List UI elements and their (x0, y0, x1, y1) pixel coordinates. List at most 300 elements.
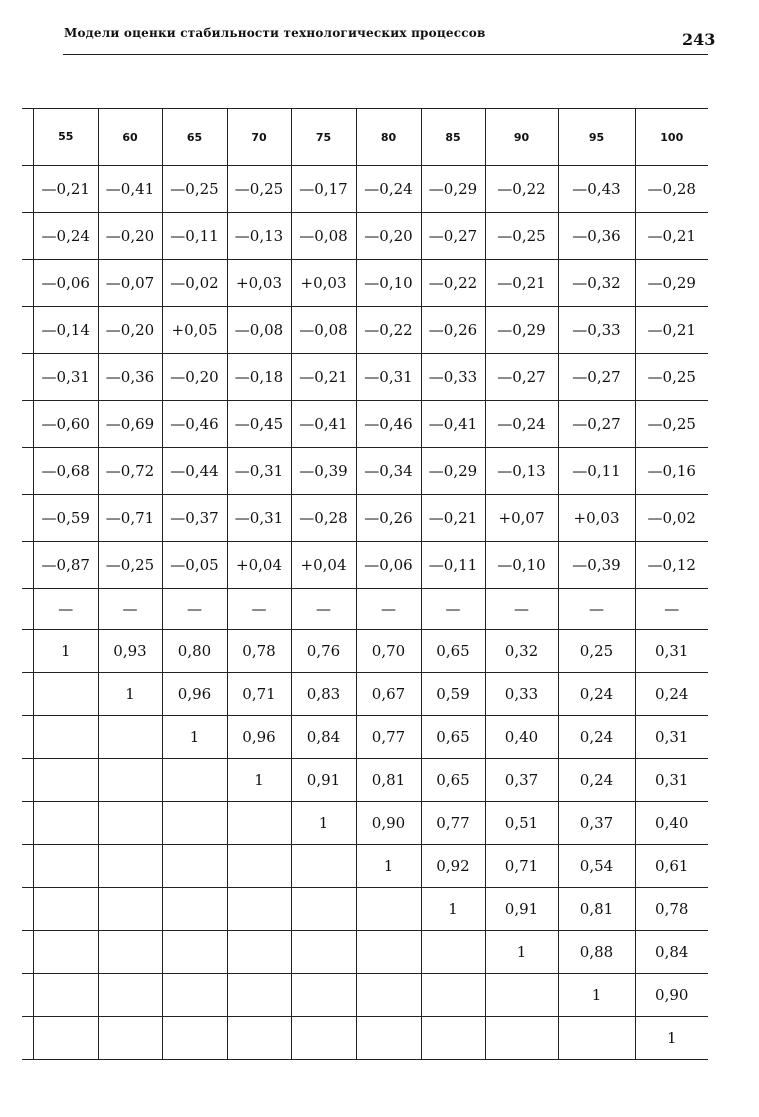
cell-text: 0,90 (371, 814, 406, 832)
cell-text: —0,21 (428, 509, 478, 527)
cell-text: —0,25 (647, 415, 696, 433)
table-cell (98, 307, 162, 354)
cell-text: 0,54 (579, 857, 614, 875)
cell-text: —0,20 (170, 368, 219, 386)
cell-text: 1 (254, 771, 264, 789)
cell-text: 0,96 (177, 685, 212, 703)
table-cell (558, 401, 635, 448)
cell-text (33, 759, 98, 801)
table-cell (98, 673, 162, 716)
table-cell (558, 716, 635, 759)
table-cell (635, 307, 708, 354)
cell-text: +0,07 (498, 509, 545, 527)
table-cell (356, 109, 421, 166)
table-cell (162, 495, 227, 542)
table-cell (635, 673, 708, 716)
table-cell (485, 448, 558, 495)
cell-text: 0,83 (306, 685, 341, 703)
table-cell (162, 802, 227, 845)
cell-text: —0,68 (33, 448, 98, 494)
cell-text: 1 (516, 943, 527, 961)
table-cell (421, 495, 485, 542)
table-cell (22, 888, 98, 931)
table-cell (291, 716, 356, 759)
cell-text: —0,36 (105, 368, 155, 386)
table-cell (635, 589, 708, 630)
cell-text: 0,51 (504, 814, 539, 832)
table-cell (291, 589, 356, 630)
cell-text: +0,03 (573, 509, 620, 527)
table-cell (635, 401, 708, 448)
table-cell (635, 974, 708, 1017)
table-cell (485, 354, 558, 401)
cell-text: —0,41 (105, 180, 155, 198)
table-cell (22, 401, 98, 448)
cell-text: +0,03 (236, 274, 282, 292)
cell-text: —0,31 (33, 354, 98, 400)
table-cell (421, 974, 485, 1017)
table-row (22, 673, 708, 716)
table-cell (558, 1017, 635, 1060)
cell-text (33, 716, 98, 758)
table-cell (635, 716, 708, 759)
table-cell (558, 495, 635, 542)
table-cell (98, 260, 162, 307)
cell-text: —0,32 (572, 274, 621, 292)
table-cell (558, 213, 635, 260)
cell-text: 0,24 (579, 685, 614, 703)
table-cell (558, 802, 635, 845)
table-cell (635, 542, 708, 589)
table-cell (22, 448, 98, 495)
cell-text: —0,06 (364, 556, 413, 574)
table-cell (421, 630, 485, 673)
cell-text: —0,18 (234, 368, 284, 386)
cell-text: 90 (513, 130, 530, 144)
cell-text: —0,25 (105, 556, 155, 574)
cell-text: +0,03 (300, 274, 347, 292)
table-cell (22, 260, 98, 307)
table-cell (227, 109, 291, 166)
table-cell (635, 166, 708, 213)
table-cell (162, 166, 227, 213)
table-cell (291, 802, 356, 845)
cell-text (33, 802, 98, 844)
cell-text: 0,77 (371, 728, 406, 746)
table-cell (558, 630, 635, 673)
cell-text: 1 (318, 814, 329, 832)
cell-text: —0,11 (170, 227, 219, 245)
table-cell (227, 673, 291, 716)
table-cell (356, 845, 421, 888)
cell-text: —0,27 (428, 227, 478, 245)
table-cell (356, 495, 421, 542)
table-cell (421, 542, 485, 589)
cell-text: 0,93 (113, 642, 147, 660)
cell-text: —0,24 (497, 415, 546, 433)
table-cell (162, 589, 227, 630)
cell-text: 0,33 (504, 685, 539, 703)
table-cell (162, 109, 227, 166)
table-cell (22, 845, 98, 888)
cell-text (33, 974, 98, 1016)
table-cell (291, 845, 356, 888)
table-cell (558, 260, 635, 307)
cell-text: —0,72 (105, 462, 155, 480)
table-cell (162, 354, 227, 401)
cell-text: —0,16 (647, 462, 696, 480)
table-row (22, 542, 708, 589)
cell-text (33, 1017, 98, 1059)
table-cell (291, 974, 356, 1017)
table-cell (356, 213, 421, 260)
cell-text (33, 845, 98, 887)
cell-text: —0,24 (33, 213, 98, 259)
table-cell (485, 589, 558, 630)
table-cell (98, 542, 162, 589)
table-cell (227, 448, 291, 495)
table-cell (356, 401, 421, 448)
cell-text: —0,31 (234, 462, 284, 480)
cell-text: 100 (660, 130, 684, 144)
cell-text: —0,24 (364, 180, 413, 198)
table-cell (227, 802, 291, 845)
cell-text: — (122, 600, 138, 618)
cell-text: —0,28 (299, 509, 348, 527)
table-cell (485, 542, 558, 589)
table-row (22, 931, 708, 974)
cell-text: 0,76 (306, 642, 341, 660)
table-cell (227, 354, 291, 401)
cell-text: —0,25 (170, 180, 219, 198)
table-cell (291, 213, 356, 260)
cell-text: —0,22 (428, 274, 478, 292)
table-row (22, 845, 708, 888)
table-cell (22, 759, 98, 802)
table-cell (421, 448, 485, 495)
cell-text: —0,13 (234, 227, 284, 245)
table-cell (98, 888, 162, 931)
cell-text: 0,65 (436, 771, 470, 789)
table-cell (558, 166, 635, 213)
running-head: Модели оценки стабильности технологических процессов (64, 26, 486, 40)
cell-text: —0,22 (364, 321, 413, 339)
cell-text: —0,39 (299, 462, 348, 480)
cell-text: 0,71 (242, 685, 276, 703)
cell-text: 0,92 (436, 857, 470, 875)
cell-text: —0,02 (647, 509, 696, 527)
table-cell (558, 307, 635, 354)
table-row (22, 354, 708, 401)
table-cell (356, 716, 421, 759)
table-cell (162, 1017, 227, 1060)
table-cell (22, 716, 98, 759)
cell-text (33, 888, 98, 930)
table-cell (558, 354, 635, 401)
table-row (22, 495, 708, 542)
table-cell (485, 759, 558, 802)
table-cell (227, 845, 291, 888)
cell-text: — (33, 589, 98, 629)
cell-text: —0,37 (170, 509, 219, 527)
table-cell (558, 542, 635, 589)
table-cell (162, 307, 227, 354)
cell-text (33, 673, 98, 715)
cell-text: —0,29 (497, 321, 546, 339)
table-cell (558, 931, 635, 974)
table-cell (22, 354, 98, 401)
cell-text: 70 (251, 130, 267, 144)
table-cell (227, 888, 291, 931)
table-cell (291, 354, 356, 401)
cell-text: 0,24 (579, 771, 614, 789)
cell-text: —0,26 (364, 509, 413, 527)
table-cell (22, 630, 98, 673)
table-cell (291, 401, 356, 448)
table-cell (558, 109, 635, 166)
table-cell (558, 759, 635, 802)
cell-text: —0,34 (364, 462, 413, 480)
cell-text: — (589, 600, 604, 618)
table-cell (162, 845, 227, 888)
table-row (22, 802, 708, 845)
cell-text: — (514, 600, 529, 618)
cell-text: —0,08 (299, 227, 348, 245)
table-cell (291, 109, 356, 166)
table-cell (291, 1017, 356, 1060)
table-cell (291, 759, 356, 802)
table-cell (22, 542, 98, 589)
table-cell (98, 845, 162, 888)
cell-text: 0,70 (371, 642, 406, 660)
table-cell (356, 931, 421, 974)
table-cell (485, 845, 558, 888)
table-cell (227, 974, 291, 1017)
table-cell (291, 495, 356, 542)
table-cell (635, 845, 708, 888)
table-cell (98, 448, 162, 495)
cell-text: —0,45 (234, 415, 284, 433)
cell-text: —0,25 (647, 368, 696, 386)
table-cell (356, 759, 421, 802)
table-cell (162, 260, 227, 307)
table-cell (558, 448, 635, 495)
table-cell (227, 213, 291, 260)
table-cell (421, 931, 485, 974)
table-cell (421, 888, 485, 931)
cell-text: 0,96 (242, 728, 276, 746)
cell-text: —0,11 (428, 556, 478, 574)
cell-text: 1 (125, 685, 135, 703)
cell-text: —0,05 (170, 556, 219, 574)
table-cell (98, 213, 162, 260)
table-cell (162, 673, 227, 716)
cell-text: 1 (383, 857, 394, 875)
cell-text: 75 (315, 130, 332, 144)
cell-text: 65 (186, 130, 203, 144)
table-cell (421, 166, 485, 213)
table-row (22, 166, 708, 213)
table-cell (227, 401, 291, 448)
table-header-row (22, 109, 708, 166)
cell-text: 95 (588, 130, 605, 144)
table-cell (356, 354, 421, 401)
cell-text: 80 (380, 130, 397, 144)
cell-text: — (187, 600, 202, 618)
table-cell (22, 673, 98, 716)
table-cell (162, 630, 227, 673)
cell-text: —0,21 (299, 368, 348, 386)
table-cell (356, 260, 421, 307)
cell-text: —0,17 (299, 180, 348, 198)
cell-text: +0,05 (171, 321, 218, 339)
cell-text: 0,24 (655, 685, 689, 703)
cell-text: 0,78 (655, 900, 689, 918)
cell-text: —0,60 (33, 401, 98, 447)
table-cell (98, 401, 162, 448)
cell-text: —0,07 (105, 274, 155, 292)
cell-text: —0,10 (497, 556, 546, 574)
table-cell (635, 759, 708, 802)
cell-text: 0,40 (655, 814, 689, 832)
cell-text: +0,04 (300, 556, 347, 574)
table-cell (421, 1017, 485, 1060)
cell-text: — (445, 600, 461, 618)
cell-text: 0,81 (371, 771, 406, 789)
cell-text: 0,37 (579, 814, 614, 832)
table-cell (98, 716, 162, 759)
table-cell (421, 260, 485, 307)
table-cell (22, 307, 98, 354)
table-cell (421, 109, 485, 166)
table-cell (635, 630, 708, 673)
table-cell (558, 673, 635, 716)
cell-text: —0,20 (105, 227, 155, 245)
table-cell (291, 166, 356, 213)
table-cell (162, 759, 227, 802)
cell-text: 1 (448, 900, 458, 918)
cell-text: 0,31 (655, 728, 689, 746)
table-row (22, 630, 708, 673)
table-cell (558, 888, 635, 931)
data-table (22, 108, 708, 1060)
table-cell (22, 1017, 98, 1060)
cell-text: —0,08 (299, 321, 348, 339)
table-row (22, 974, 708, 1017)
cell-text: —0,20 (105, 321, 155, 339)
table-cell (162, 888, 227, 931)
table-cell (485, 1017, 558, 1060)
table-cell (22, 802, 98, 845)
table-cell (162, 401, 227, 448)
cell-text: 0,91 (504, 900, 539, 918)
table-cell (291, 931, 356, 974)
cell-text: —0,02 (170, 274, 219, 292)
table-cell (98, 589, 162, 630)
table-cell (98, 495, 162, 542)
cell-text: —0,20 (364, 227, 413, 245)
table-cell (356, 448, 421, 495)
cell-text: —0,59 (33, 495, 98, 541)
cell-text: —0,25 (497, 227, 546, 245)
table-cell (98, 166, 162, 213)
table-row (22, 1017, 708, 1060)
cell-text: —0,06 (33, 260, 98, 306)
table-cell (485, 260, 558, 307)
cell-text: —0,21 (647, 321, 696, 339)
cell-text (33, 931, 98, 973)
cell-text: 0,88 (579, 943, 614, 961)
cell-text: 0,59 (436, 685, 470, 703)
table-cell (356, 802, 421, 845)
table-cell (98, 109, 162, 166)
table-cell (98, 974, 162, 1017)
cell-text: —0,25 (234, 180, 284, 198)
table-cell (421, 673, 485, 716)
cell-text: 0,67 (371, 685, 406, 703)
table-cell (421, 802, 485, 845)
cell-text: —0,41 (299, 415, 348, 433)
table-cell (485, 931, 558, 974)
cell-text: —0,71 (105, 509, 155, 527)
table-cell (22, 589, 98, 630)
table-row (22, 448, 708, 495)
table-cell (558, 589, 635, 630)
table-cell (22, 495, 98, 542)
cell-text: 0,80 (177, 642, 212, 660)
table-row (22, 401, 708, 448)
cell-text: —0,29 (428, 462, 478, 480)
table-cell (227, 931, 291, 974)
table-cell (356, 888, 421, 931)
table-cell (421, 759, 485, 802)
cell-text: —0,26 (428, 321, 478, 339)
cell-text: 0,25 (579, 642, 614, 660)
cell-text: 1 (189, 728, 200, 746)
table-cell (227, 307, 291, 354)
cell-text: —0,13 (497, 462, 546, 480)
table-cell (485, 888, 558, 931)
table-cell (485, 630, 558, 673)
table-cell (291, 542, 356, 589)
cell-text: —0,08 (234, 321, 284, 339)
cell-text: 0,90 (655, 986, 689, 1004)
table-cell (421, 401, 485, 448)
cell-text: —0,28 (647, 180, 696, 198)
cell-text: —0,69 (105, 415, 155, 433)
table-cell (98, 931, 162, 974)
table-cell (635, 354, 708, 401)
cell-text: 0,61 (655, 857, 689, 875)
cell-text: 1 (591, 986, 602, 1004)
table-cell (635, 1017, 708, 1060)
cell-text: 0,32 (504, 642, 539, 660)
cell-text: 0,84 (306, 728, 341, 746)
table-cell (162, 716, 227, 759)
table-cell (98, 802, 162, 845)
cell-text: 0,84 (655, 943, 689, 961)
table-row (22, 589, 708, 630)
table-cell (291, 448, 356, 495)
table-row (22, 307, 708, 354)
table-cell (227, 542, 291, 589)
cell-text: —0,14 (33, 307, 98, 353)
table-cell (22, 974, 98, 1017)
table-row (22, 260, 708, 307)
cell-text: — (664, 600, 680, 618)
table-cell (22, 213, 98, 260)
cell-text: 0,77 (436, 814, 470, 832)
